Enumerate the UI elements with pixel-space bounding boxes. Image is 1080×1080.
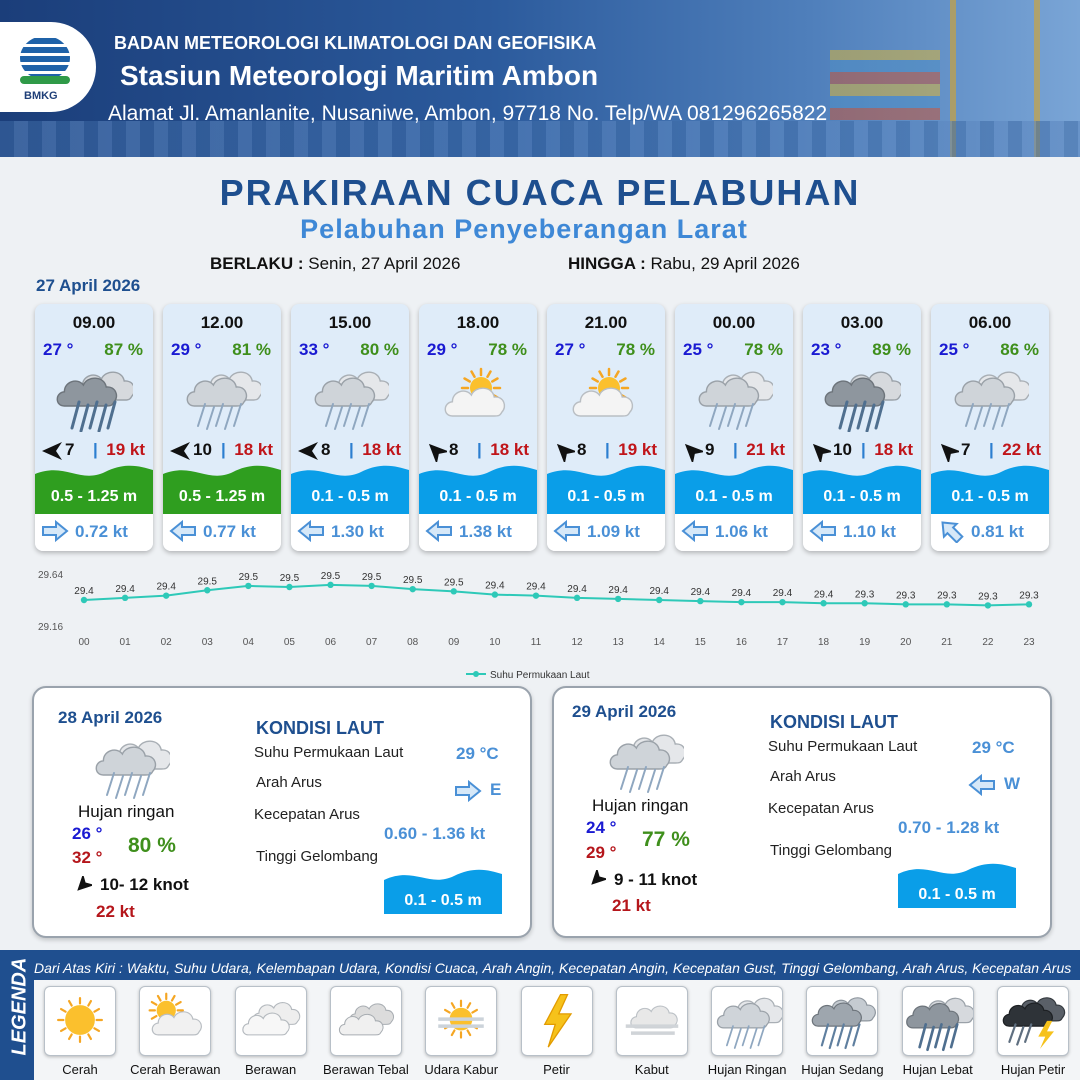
gust-speed: 18 kt — [874, 440, 913, 459]
org-name: BADAN METEOROLOGI KLIMATOLOGI DAN GEOFISIKA — [114, 33, 597, 53]
forecast-time: 00.00 — [712, 313, 756, 332]
air-temperature: 27 ° — [555, 340, 586, 359]
sst-point — [409, 586, 415, 592]
sst-data-label: 29.4 — [485, 580, 505, 592]
hourly-card — [419, 304, 537, 551]
daily-panel-2 — [552, 686, 1052, 938]
sst-data-label: 29.4 — [74, 586, 94, 597]
forecast-time: 18.00 — [456, 313, 500, 332]
sst-label: Suhu Permukaan Laut — [768, 738, 918, 755]
light-rain-icon — [712, 987, 782, 1053]
wind-direction-icon — [588, 870, 606, 888]
daily-temp-max: 29 ° — [586, 843, 617, 862]
weather-icon-wrap — [693, 362, 773, 432]
weather-icon-wrap — [53, 362, 133, 432]
sst-point — [327, 582, 333, 588]
x-tick-label: 22 — [982, 637, 994, 648]
sst-point — [81, 597, 87, 603]
daily-humidity: 80 % — [128, 834, 176, 857]
air-temperature: 33 ° — [299, 340, 330, 359]
sst-point — [656, 597, 662, 603]
current-speed-label: Kecepatan Arus — [768, 800, 874, 817]
wave-height: 0.1 - 0.5 m — [695, 488, 773, 505]
wave-height: 0.1 - 0.5 m — [823, 488, 901, 505]
current-speed-value: 0.70 - 1.28 kt — [898, 818, 1000, 837]
sun-icon — [45, 987, 115, 1053]
current-speed: 1.38 kt — [459, 522, 512, 541]
wind-direction-icon — [41, 440, 63, 462]
sst-data-label: 29.4 — [115, 583, 135, 595]
sst-point — [697, 598, 703, 604]
weather-icon-wrap — [949, 362, 1029, 432]
x-tick-label: 23 — [1023, 637, 1035, 648]
gust-speed: 18 kt — [490, 440, 529, 459]
sst-point — [492, 591, 498, 597]
current-speed: 0.77 kt — [203, 522, 256, 541]
sst-data-label: 29.4 — [608, 584, 628, 596]
gust-speed: 21 kt — [746, 440, 785, 459]
legend-item-label: Cerah Berawan — [130, 1062, 221, 1077]
sst-data-label: 29.3 — [978, 591, 998, 603]
separator: | — [605, 440, 610, 459]
x-tick-label: 13 — [612, 637, 624, 648]
light-rain-icon — [693, 362, 773, 432]
air-temperature: 29 ° — [171, 340, 202, 359]
day1-date: 27 April 2026 — [36, 276, 141, 295]
x-tick-label: 06 — [324, 637, 337, 648]
wind-direction-icon — [297, 440, 319, 462]
sst-point — [204, 587, 210, 593]
sea-surface-temp-chart — [30, 560, 1060, 690]
wind-direction-icon — [809, 440, 831, 462]
hourly-card — [931, 304, 1049, 551]
sst-point — [368, 583, 374, 589]
current-speed-label: Kecepatan Arus — [254, 806, 360, 823]
x-tick-label: 14 — [653, 637, 665, 648]
daily-date: 29 April 2026 — [572, 702, 677, 721]
legend-item-light-rain — [711, 986, 783, 1056]
x-tick-label: 11 — [530, 637, 542, 648]
wave-height-label: Tinggi Gelombang — [256, 848, 379, 865]
air-temperature: 29 ° — [427, 340, 458, 359]
fog-icon — [617, 987, 687, 1053]
legend-item-thick-cloud — [330, 986, 402, 1056]
sst-data-label: 29.3 — [937, 590, 957, 602]
daily-temp-max: 32 ° — [72, 848, 103, 867]
sea-condition-title: KONDISI LAUT — [770, 712, 898, 732]
legend-item-label: Hujan Petir — [1000, 1062, 1066, 1077]
separator: | — [477, 440, 482, 459]
separator: | — [861, 440, 866, 459]
current-speed: 1.06 kt — [715, 522, 768, 541]
legend-item-label: Cerah — [62, 1062, 98, 1077]
light-rain-icon — [181, 362, 261, 432]
hourly-card — [803, 304, 921, 551]
current-speed: 0.81 kt — [971, 522, 1024, 541]
sst-point — [615, 596, 621, 602]
wave-height: 0.5 - 1.25 m — [50, 488, 138, 505]
daily-temp-min: 24 ° — [586, 818, 617, 837]
sst-point — [122, 595, 128, 601]
wave-height: 0.1 - 0.5 m — [951, 488, 1029, 505]
valid-from-label: BERLAKU : — [210, 254, 304, 273]
gust-speed: 19 kt — [618, 440, 657, 459]
gust-speed: 18 kt — [362, 440, 401, 459]
x-tick-label: 20 — [900, 637, 912, 648]
sst-point — [903, 601, 909, 607]
forecast-time: 12.00 — [200, 313, 244, 332]
humidity: 86 % — [1000, 340, 1039, 359]
wind-speed: 10 — [193, 440, 212, 459]
x-tick-label: 12 — [571, 637, 583, 648]
daily-wave-height: 0.1 - 0.5 m — [918, 886, 996, 903]
legend-bar — [0, 950, 1080, 1080]
sst-point — [533, 592, 539, 598]
wind-direction-icon — [681, 440, 703, 462]
page-title: PRAKIRAAN CUACA PELABUHAN — [219, 172, 861, 213]
x-tick-label: 19 — [859, 637, 871, 648]
sst-point — [1026, 601, 1032, 607]
sst-point — [779, 599, 785, 605]
current-direction-icon — [937, 519, 965, 543]
x-tick-label: 04 — [242, 637, 254, 648]
x-tick-label: 09 — [448, 637, 460, 648]
current-direction-label: Arah Arus — [770, 768, 836, 785]
current-speed-value: 0.60 - 1.36 kt — [384, 824, 486, 843]
wave-height: 0.5 - 1.25 m — [178, 488, 266, 505]
light-rain-icon — [90, 730, 170, 802]
legend-item-thunderstorm — [997, 986, 1069, 1056]
daily-wind: 10- 12 knot — [100, 875, 189, 894]
weather-icon-wrap — [437, 362, 517, 432]
hourly-card — [547, 304, 665, 551]
current-direction-icon — [41, 519, 69, 543]
weather-icon-wrap — [565, 362, 645, 432]
legend-item-label: Kabut — [634, 1062, 669, 1077]
gust-speed: 19 kt — [106, 440, 145, 459]
daily-humidity: 77 % — [642, 828, 690, 851]
current-direction-icon — [809, 519, 837, 543]
legend-item-sun-cloud — [139, 986, 211, 1056]
sst-point — [163, 592, 169, 598]
humidity: 87 % — [104, 340, 143, 359]
valid-to-value: Rabu, 29 April 2026 — [650, 254, 800, 273]
sst-point — [820, 600, 826, 606]
separator: | — [221, 440, 226, 459]
sst-data-label: 29.5 — [279, 573, 300, 584]
weather-icon-wrap — [181, 362, 261, 432]
humidity: 78 % — [616, 340, 655, 359]
wind-speed: 8 — [321, 440, 331, 459]
wind-direction-icon — [937, 440, 959, 462]
heavy-rain-icon — [903, 987, 973, 1053]
gust-speed: 22 kt — [1002, 440, 1041, 459]
daily-panel-1 — [32, 686, 532, 938]
x-tick-label: 03 — [201, 637, 213, 648]
thunderstorm-icon — [998, 987, 1068, 1053]
sst-point — [738, 599, 744, 605]
sst-point — [944, 601, 950, 607]
light-rain-icon — [309, 362, 389, 432]
x-tick-label: 05 — [283, 637, 295, 648]
legend-items — [34, 980, 1080, 1080]
wave-height: 0.1 - 0.5 m — [439, 488, 517, 505]
x-tick-label: 07 — [366, 637, 378, 648]
current-speed: 1.30 kt — [331, 522, 384, 541]
sst-point — [451, 588, 457, 594]
daily-temp-min: 26 ° — [72, 824, 103, 843]
legend-note: Dari Atas Kiri : Waktu, Suhu Udara, Kelembapan Udara, Kondisi Cuaca, Arah Angin, Kecepatan Angin, Kecepatan Gust, Tinggi Gelombang, Arah Arus, Kecepatan Arus — [34, 960, 1072, 976]
current-direction-value: E — [490, 780, 502, 799]
daily-wave-height: 0.1 - 0.5 m — [404, 892, 482, 909]
forecast-time: 21.00 — [584, 313, 628, 332]
air-temperature: 23 ° — [811, 340, 842, 359]
sst-data-label: 29.4 — [731, 588, 752, 600]
sst-data-label: 29.4 — [156, 581, 176, 593]
humidity: 78 % — [744, 340, 783, 359]
sst-data-label: 29.4 — [526, 581, 546, 593]
sst-point — [286, 584, 292, 590]
sst-point — [985, 602, 991, 608]
current-direction-icon — [169, 519, 197, 543]
daily-gust: 21 kt — [612, 896, 651, 915]
hourly-card — [291, 304, 409, 551]
station-address: Alamat Jl. Amanlanite, Nusaniwe, Ambon, 97718 No. Telp/WA 081296265822 — [108, 102, 828, 125]
sst-point — [574, 595, 580, 601]
hourly-card — [163, 304, 281, 551]
hourly-card — [675, 304, 793, 551]
legend-item-label: Berawan — [244, 1062, 297, 1077]
wind-speed: 7 — [65, 440, 75, 459]
hourly-card — [35, 304, 153, 551]
daily-condition: Hujan ringan — [592, 796, 689, 815]
wave-height-label: Tinggi Gelombang — [770, 842, 893, 859]
wind-speed: 8 — [577, 440, 587, 459]
cloud-icon — [236, 987, 306, 1053]
humidity: 81 % — [232, 340, 271, 359]
wave-height: 0.1 - 0.5 m — [311, 488, 389, 505]
wind-speed: 8 — [449, 440, 459, 459]
port-illustration — [0, 121, 1080, 157]
current-direction-label: Arah Arus — [256, 774, 322, 791]
current-arrow-west-icon — [968, 774, 996, 796]
current-speed: 1.10 kt — [843, 522, 896, 541]
legend-series-name: Suhu Permukaan Laut — [490, 670, 590, 681]
y-tick-label: 29.16 — [38, 622, 64, 633]
haze-icon — [426, 987, 496, 1053]
sst-data-label: 29.5 — [238, 571, 259, 583]
sst-data-label: 29.4 — [690, 587, 711, 599]
air-temperature: 25 ° — [683, 340, 714, 359]
legend-item-fog — [616, 986, 688, 1056]
current-direction-icon — [297, 519, 325, 543]
header-banner — [0, 0, 1080, 157]
air-temperature: 27 ° — [43, 340, 74, 359]
gust-speed: 18 kt — [234, 440, 273, 459]
station-name: Stasiun Meteorologi Maritim Ambon — [120, 60, 599, 91]
legend-item-label: Petir — [543, 1062, 570, 1077]
daily-gust: 22 kt — [96, 902, 135, 921]
forecast-time: 06.00 — [968, 313, 1012, 332]
humidity: 78 % — [488, 340, 527, 359]
light-rain-icon — [949, 362, 1029, 432]
lightning-icon — [522, 987, 592, 1053]
x-tick-label: 17 — [776, 637, 789, 648]
partly-cloudy-icon — [437, 362, 517, 432]
sst-data-label: 29.5 — [197, 576, 217, 588]
current-direction-icon — [681, 519, 709, 543]
legend-item-moderate-rain — [806, 986, 878, 1056]
current-arrow-east-icon — [454, 780, 482, 802]
current-speed: 1.09 kt — [587, 522, 640, 541]
x-tick-label: 16 — [735, 637, 747, 648]
sst-data-label: 29.4 — [772, 588, 793, 600]
separator: | — [733, 440, 738, 459]
wave-height: 0.1 - 0.5 m — [567, 488, 645, 505]
logo-text: BMKG — [24, 90, 58, 102]
x-tick-label: 02 — [160, 637, 172, 648]
sea-condition-title: KONDISI LAUT — [256, 718, 384, 738]
sst-data-label: 29.4 — [649, 586, 669, 597]
valid-from — [210, 254, 460, 274]
legend-item-label: Udara Kabur — [424, 1062, 499, 1077]
x-tick-label: 18 — [818, 637, 830, 648]
sst-series-line — [84, 585, 1029, 606]
valid-to-label: HINGGA : — [568, 254, 646, 273]
moderate-rain-icon — [807, 987, 877, 1053]
current-direction-icon — [425, 519, 453, 543]
light-rain-icon — [604, 724, 684, 796]
legend-item-cloud — [235, 986, 307, 1056]
current-speed: 0.72 kt — [75, 522, 128, 541]
sst-data-label: 29.5 — [361, 571, 382, 583]
sst-point — [245, 583, 251, 589]
sst-data-label: 29.4 — [567, 583, 587, 595]
weather-icon-wrap — [309, 362, 389, 432]
separator: | — [93, 440, 98, 459]
forecast-time: 15.00 — [328, 313, 372, 332]
wind-direction-icon — [169, 440, 191, 462]
sst-data-label: 29.5 — [402, 575, 423, 587]
current-direction-value: W — [1004, 774, 1021, 793]
sst-point — [861, 600, 867, 606]
thick-cloud-icon — [331, 987, 401, 1053]
wind-speed: 7 — [961, 440, 971, 459]
sst-data-label: 29.3 — [854, 589, 875, 601]
legend-item-lightning — [521, 986, 593, 1056]
humidity: 80 % — [360, 340, 399, 359]
forecast-time: 03.00 — [840, 313, 884, 332]
page-subtitle: Pelabuhan Penyeberangan Larat — [300, 214, 748, 244]
wind-direction-icon — [553, 440, 575, 462]
valid-from-value: Senin, 27 April 2026 — [308, 254, 461, 273]
sst-value: 29 °C — [456, 744, 499, 763]
wind-speed: 9 — [705, 440, 715, 459]
current-direction-icon — [553, 519, 581, 543]
legend-item-label: Hujan Ringan — [707, 1062, 787, 1077]
sst-data-label: 29.3 — [1019, 590, 1039, 602]
bmkg-logo — [0, 22, 96, 112]
sst-label: Suhu Permukaan Laut — [254, 744, 404, 761]
x-tick-label: 21 — [941, 637, 953, 648]
daily-wind: 9 - 11 knot — [614, 870, 698, 889]
x-tick-label: 08 — [407, 637, 419, 648]
humidity: 89 % — [872, 340, 911, 359]
air-temperature: 25 ° — [939, 340, 970, 359]
container-stack-illustration — [830, 50, 940, 120]
sst-data-label: 29.5 — [320, 570, 341, 582]
partly-cloudy-icon — [565, 362, 645, 432]
wind-direction-icon — [425, 440, 447, 462]
weather-icon-wrap — [821, 362, 901, 432]
y-tick-label: 29.64 — [38, 570, 64, 581]
legend-item-label: Hujan Sedang — [801, 1062, 884, 1077]
logo-globe-icon — [20, 36, 70, 80]
valid-to — [568, 254, 800, 274]
x-tick-label: 01 — [119, 637, 131, 648]
separator: | — [349, 440, 354, 459]
daily-condition: Hujan ringan — [78, 802, 175, 821]
daily-date: 28 April 2026 — [58, 708, 163, 727]
x-tick-label: 15 — [694, 637, 706, 648]
wind-direction-icon — [74, 876, 92, 894]
sun-cloud-icon — [140, 987, 210, 1053]
x-tick-label: 10 — [489, 637, 501, 648]
sst-value: 29 °C — [972, 738, 1015, 757]
heavy-rain-icon — [821, 362, 901, 432]
separator: | — [989, 440, 994, 459]
sst-data-label: 29.4 — [813, 589, 834, 601]
legend-item-haze — [425, 986, 497, 1056]
forecast-time: 09.00 — [72, 313, 116, 332]
legend-item-label: Hujan Lebat — [902, 1062, 973, 1077]
heavy-rain-icon — [53, 362, 133, 432]
wind-speed: 10 — [833, 440, 852, 459]
x-tick-label: 00 — [78, 637, 90, 648]
legend-item-label: Berawan Tebal — [323, 1062, 409, 1077]
sst-data-label: 29.5 — [444, 577, 464, 589]
legend-item-sun — [44, 986, 116, 1056]
sst-data-label: 29.3 — [896, 590, 916, 602]
legend-title: LEGENDA — [8, 957, 31, 1056]
legend-item-heavy-rain — [902, 986, 974, 1056]
